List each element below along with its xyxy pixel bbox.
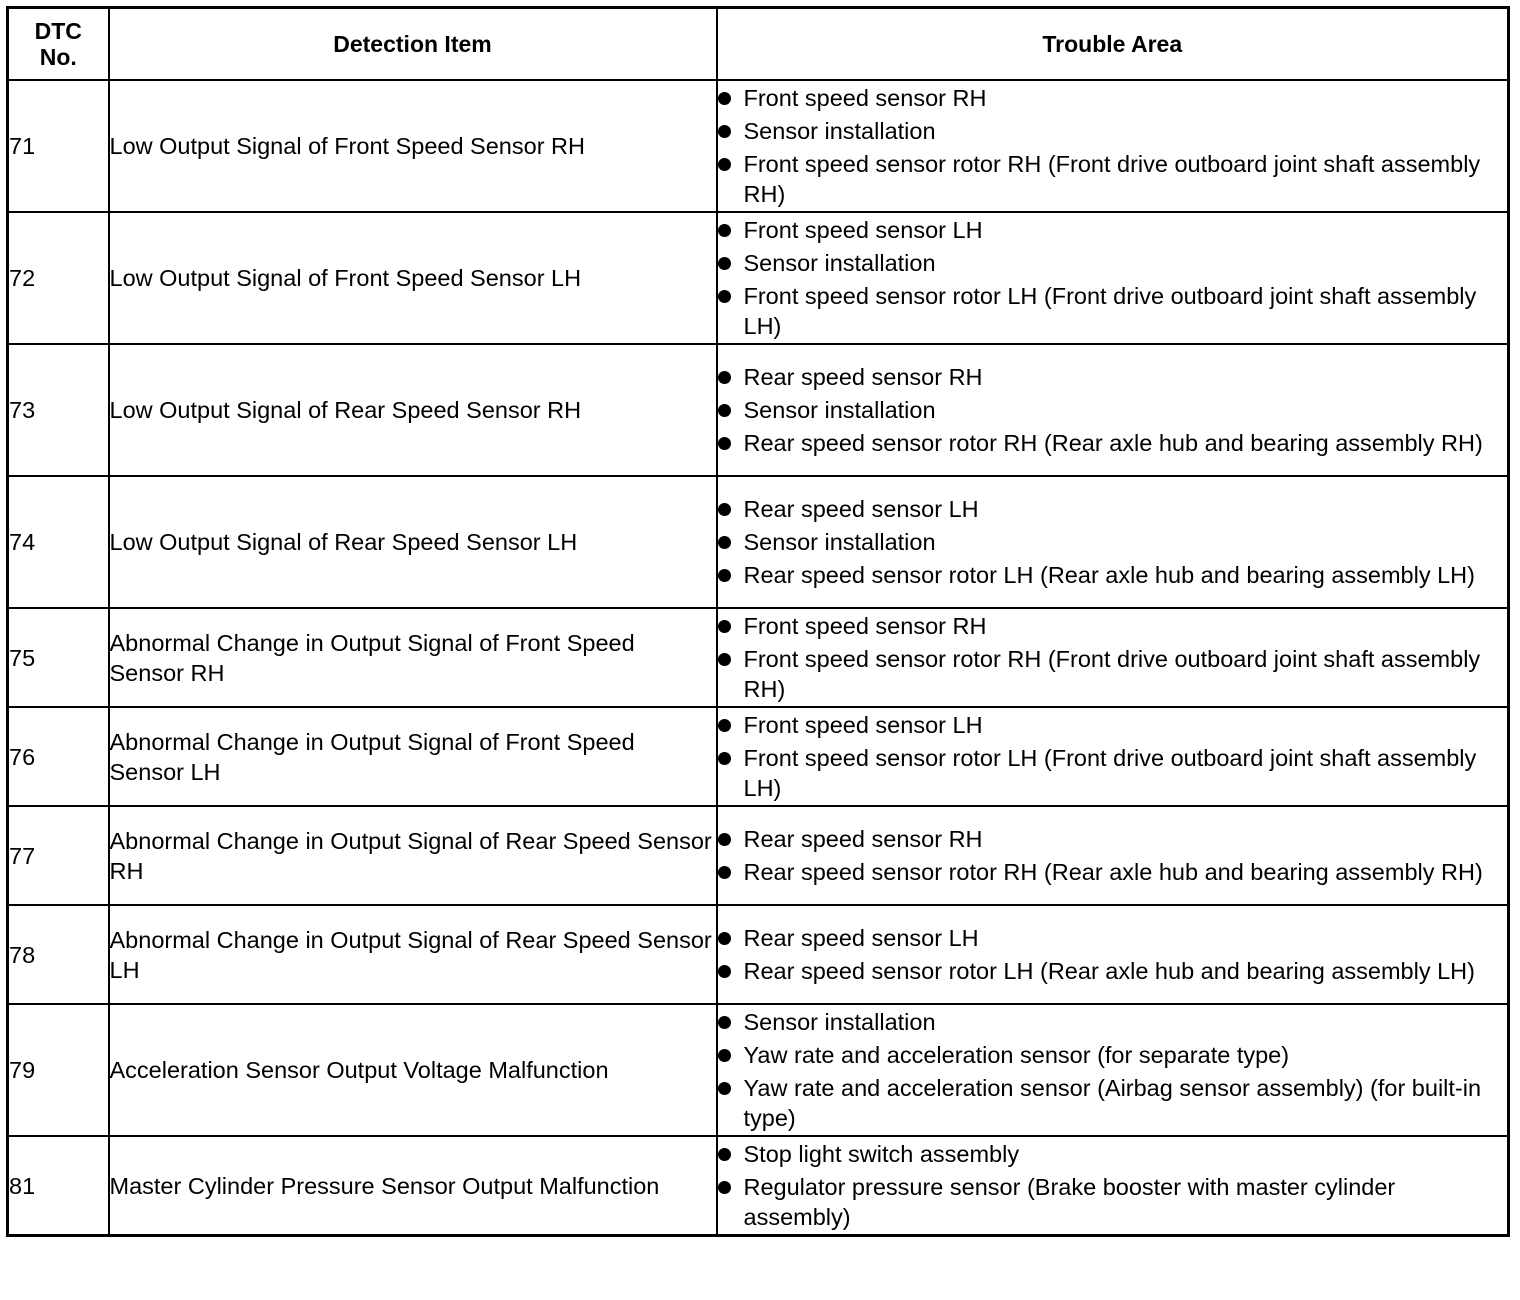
dtc-number-cell: 71: [8, 80, 109, 212]
list-item: [718, 1040, 1508, 1070]
trouble-area-cell: [717, 476, 1509, 608]
table-row: [8, 806, 1509, 905]
bullet-icon: [718, 866, 731, 879]
list-item: [718, 494, 1508, 524]
trouble-area-list: [718, 362, 1508, 458]
bullet-icon: [718, 1016, 731, 1029]
table-row: [8, 212, 1509, 344]
detection-item-cell: Low Output Signal of Rear Speed Sensor LH: [109, 476, 717, 608]
trouble-area-text: Stop light switch assembly: [743, 1141, 1020, 1167]
trouble-area-text: Rear speed sensor RH: [743, 364, 983, 390]
table-row: [8, 1004, 1509, 1136]
trouble-area-cell: [717, 212, 1509, 344]
bullet-icon: [718, 503, 731, 516]
detection-item-cell: Low Output Signal of Front Speed Sensor LH: [109, 212, 717, 344]
trouble-area-text: Front speed sensor RH: [743, 85, 987, 111]
bullet-icon: [718, 1082, 731, 1095]
trouble-area-text: Rear speed sensor RH: [743, 826, 983, 852]
trouble-area-list: [718, 923, 1508, 986]
bullet-icon: [718, 404, 731, 417]
trouble-area-text: Yaw rate and acceleration sensor (for separate type): [743, 1042, 1290, 1068]
trouble-area-text: Front speed sensor LH: [743, 217, 983, 243]
trouble-area-text: Sensor installation: [743, 397, 936, 423]
table-row: [8, 1136, 1509, 1236]
list-item: [718, 824, 1508, 854]
dtc-number-cell: 74: [8, 476, 109, 608]
trouble-area-list: [718, 611, 1508, 704]
trouble-area-list: [718, 215, 1508, 341]
bullet-icon: [718, 965, 731, 978]
dtc-number-cell: 77: [8, 806, 109, 905]
trouble-area-cell: [717, 80, 1509, 212]
trouble-area-list: [718, 494, 1508, 590]
list-item: [718, 560, 1508, 590]
dtc-number-cell: 75: [8, 608, 109, 707]
table-row: [8, 344, 1509, 476]
dtc-number-cell: 78: [8, 905, 109, 1004]
bullet-icon: [718, 290, 731, 303]
list-item: [718, 1172, 1508, 1232]
detection-item-cell: Low Output Signal of Front Speed Sensor RH: [109, 80, 717, 212]
trouble-area-list: [718, 824, 1508, 887]
list-item: [718, 428, 1508, 458]
bullet-icon: [718, 653, 731, 666]
trouble-area-text: Rear speed sensor rotor RH (Rear axle hub and bearing assembly RH): [743, 430, 1483, 456]
table-row: [8, 707, 1509, 806]
trouble-area-list: [718, 1007, 1508, 1133]
bullet-icon: [718, 620, 731, 633]
trouble-area-text: Front speed sensor LH: [743, 712, 983, 738]
detection-item-cell: Low Output Signal of Rear Speed Sensor RH: [109, 344, 717, 476]
list-item: [718, 956, 1508, 986]
trouble-area-text: Front speed sensor rotor LH (Front drive outboard joint shaft assembly LH): [743, 745, 1477, 801]
trouble-area-text: Rear speed sensor rotor LH (Rear axle hub and bearing assembly LH): [743, 958, 1475, 984]
trouble-area-text: Rear speed sensor LH: [743, 925, 979, 951]
header-detection-item: Detection Item: [109, 8, 717, 81]
list-item: [718, 857, 1508, 887]
list-item: [718, 1007, 1508, 1037]
dtc-table: [6, 6, 1510, 1237]
trouble-area-text: Rear speed sensor rotor RH (Rear axle hub and bearing assembly RH): [743, 859, 1483, 885]
bullet-icon: [718, 752, 731, 765]
list-item: [718, 395, 1508, 425]
trouble-area-text: Sensor installation: [743, 118, 936, 144]
trouble-area-text: Front speed sensor rotor RH (Front drive outboard joint shaft assembly RH): [743, 646, 1481, 702]
dtc-number-cell: 72: [8, 212, 109, 344]
table-row: [8, 80, 1509, 212]
list-item: [718, 923, 1508, 953]
trouble-area-list: [718, 1139, 1508, 1232]
detection-item-cell: Abnormal Change in Output Signal of Rear Speed Sensor LH: [109, 905, 717, 1004]
list-item: [718, 362, 1508, 392]
trouble-area-cell: [717, 806, 1509, 905]
bullet-icon: [718, 932, 731, 945]
bullet-icon: [718, 257, 731, 270]
list-item: [718, 215, 1508, 245]
list-item: [718, 611, 1508, 641]
trouble-area-cell: [717, 707, 1509, 806]
table-body: [8, 80, 1509, 1236]
bullet-icon: [718, 371, 731, 384]
header-trouble-area: Trouble Area: [717, 8, 1509, 81]
trouble-area-text: Sensor installation: [743, 250, 936, 276]
trouble-area-cell: [717, 344, 1509, 476]
trouble-area-text: Rear speed sensor LH: [743, 496, 979, 522]
list-item: [718, 149, 1508, 209]
bullet-icon: [718, 437, 731, 450]
header-row: [8, 8, 1509, 81]
bullet-icon: [718, 719, 731, 732]
trouble-area-text: Sensor installation: [743, 1009, 936, 1035]
bullet-icon: [718, 569, 731, 582]
dtc-number-cell: 76: [8, 707, 109, 806]
trouble-area-cell: [717, 1136, 1509, 1236]
dtc-number-cell: 73: [8, 344, 109, 476]
dtc-number-cell: 81: [8, 1136, 109, 1236]
table-row: [8, 476, 1509, 608]
dtc-number-cell: 79: [8, 1004, 109, 1136]
list-item: [718, 1139, 1508, 1169]
bullet-icon: [718, 158, 731, 171]
bullet-icon: [718, 92, 731, 105]
list-item: [718, 743, 1508, 803]
trouble-area-text: Rear speed sensor rotor LH (Rear axle hub and bearing assembly LH): [743, 562, 1475, 588]
list-item: [718, 83, 1508, 113]
bullet-icon: [718, 1148, 731, 1161]
list-item: [718, 527, 1508, 557]
trouble-area-text: Sensor installation: [743, 529, 936, 555]
list-item: [718, 281, 1508, 341]
list-item: [718, 644, 1508, 704]
table-row: [8, 608, 1509, 707]
header-dtc-no-label: DTC No.: [34, 18, 82, 70]
detection-item-cell: Abnormal Change in Output Signal of Rear Speed Sensor RH: [109, 806, 717, 905]
bullet-icon: [718, 224, 731, 237]
trouble-area-text: Front speed sensor RH: [743, 613, 987, 639]
trouble-area-list: [718, 83, 1508, 209]
bullet-icon: [718, 536, 731, 549]
detection-item-cell: Abnormal Change in Output Signal of Front Speed Sensor LH: [109, 707, 717, 806]
bullet-icon: [718, 1181, 731, 1194]
trouble-area-text: Regulator pressure sensor (Brake booster with master cylinder assembly): [743, 1174, 1396, 1230]
table-row: [8, 905, 1509, 1004]
list-item: [718, 116, 1508, 146]
trouble-area-cell: [717, 1004, 1509, 1136]
list-item: [718, 1073, 1508, 1133]
detection-item-cell: Acceleration Sensor Output Voltage Malfunction: [109, 1004, 717, 1136]
bullet-icon: [718, 1049, 731, 1062]
trouble-area-cell: [717, 905, 1509, 1004]
list-item: [718, 248, 1508, 278]
trouble-area-text: Front speed sensor rotor RH (Front drive outboard joint shaft assembly RH): [743, 151, 1481, 207]
bullet-icon: [718, 125, 731, 138]
trouble-area-text: Front speed sensor rotor LH (Front drive outboard joint shaft assembly LH): [743, 283, 1477, 339]
bullet-icon: [718, 833, 731, 846]
detection-item-cell: Abnormal Change in Output Signal of Front Speed Sensor RH: [109, 608, 717, 707]
detection-item-cell: Master Cylinder Pressure Sensor Output Malfunction: [109, 1136, 717, 1236]
header-dtc-no: [8, 8, 109, 81]
list-item: [718, 710, 1508, 740]
trouble-area-text: Yaw rate and acceleration sensor (Airbag sensor assembly) (for built-in type): [743, 1075, 1482, 1131]
trouble-area-cell: [717, 608, 1509, 707]
trouble-area-list: [718, 710, 1508, 803]
